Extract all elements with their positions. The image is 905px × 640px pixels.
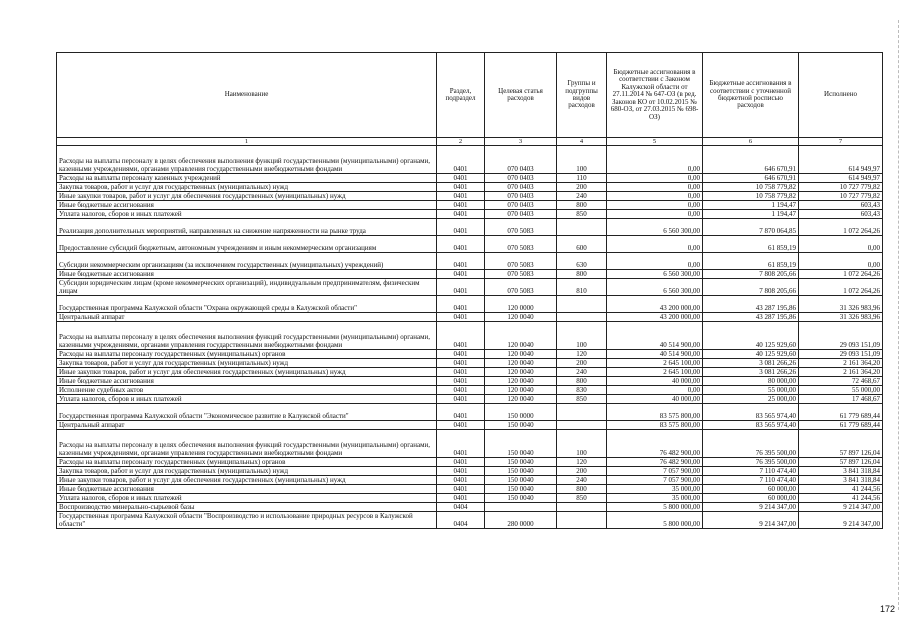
col-number: 3	[485, 138, 557, 146]
cell-name: Воспроизводство минерально-сырьевой базы	[57, 503, 437, 512]
cell-group: 800	[557, 377, 607, 386]
table-row	[57, 210, 883, 219]
page-edge-line	[897, 20, 899, 610]
cell-budget-list: 80 000,00	[703, 377, 799, 386]
cell-budget-law: 6 560 300,00	[607, 270, 703, 279]
cell-section: 0401	[437, 494, 485, 503]
cell-target: 150 0040	[485, 458, 557, 467]
cell-section: 0401	[437, 430, 485, 458]
cell-group: 800	[557, 485, 607, 494]
cell-budget-list: 10 758 779,82	[703, 192, 799, 201]
cell-group: 200	[557, 359, 607, 368]
table-row	[57, 485, 883, 494]
cell-group	[557, 512, 607, 529]
table-row	[57, 368, 883, 377]
cell-section: 0401	[437, 467, 485, 476]
cell-name: Субсидии юридическим лицам (кроме некоммерческих организаций), индивидуальным предпринимателям, физическим лицам	[57, 279, 437, 296]
cell-section: 0401	[437, 183, 485, 192]
cell-section: 0401	[437, 485, 485, 494]
col-number: 2	[437, 138, 485, 146]
cell-budget-list: 25 000,00	[703, 395, 799, 404]
cell-budget-list: 83 565 974,40	[703, 404, 799, 421]
cell-name: Предоставление субсидий бюджетным, автономным учреждениям и иным некоммерческим организациям	[57, 236, 437, 253]
cell-budget-law: 40 514 900,00	[607, 322, 703, 350]
cell-group: 100	[557, 322, 607, 350]
cell-section: 0401	[437, 404, 485, 421]
cell-group: 110	[557, 174, 607, 183]
cell-executed: 603,43	[799, 201, 883, 210]
cell-name: Государственная программа Калужской области "Экономическое развитие в Калужской области"	[57, 404, 437, 421]
cell-group: 120	[557, 458, 607, 467]
cell-target: 150 0040	[485, 485, 557, 494]
cell-name: Закупка товаров, работ и услуг для государственных (муниципальных) нужд	[57, 183, 437, 192]
cell-executed: 0,00	[799, 236, 883, 253]
cell-budget-law: 0,00	[607, 192, 703, 201]
col-header-groups: Группы и подгруппы видов расходов	[557, 53, 607, 138]
cell-executed: 41 244,56	[799, 494, 883, 503]
col-header-name: Наименование	[57, 53, 437, 138]
cell-section: 0401	[437, 201, 485, 210]
table-row	[57, 146, 883, 174]
cell-target: 280 0000	[485, 512, 557, 529]
cell-budget-list: 61 859,19	[703, 236, 799, 253]
cell-budget-list: 646 670,91	[703, 146, 799, 174]
cell-name: Центральный аппарат	[57, 421, 437, 430]
cell-section: 0401	[437, 313, 485, 322]
cell-group: 200	[557, 467, 607, 476]
col-number: 7	[799, 138, 883, 146]
cell-name: Расходы на выплаты персоналу в целях обеспечения выполнения функций государственными (муниципальными) органами, казенными учреждениями, органами управления государственными внебюджетными фондами	[57, 430, 437, 458]
cell-budget-law: 0,00	[607, 183, 703, 192]
cell-executed: 31 326 983,96	[799, 296, 883, 313]
cell-section: 0401	[437, 210, 485, 219]
table-row	[57, 201, 883, 210]
cell-budget-law: 0,00	[607, 236, 703, 253]
cell-budget-law: 5 800 000,00	[607, 512, 703, 529]
col-header-budget-law: Бюджетные ассигнования в соответствии с Законом Калужской области от 27.11.2014 № 647-ОЗ (в ред. Законов КО от 10.02.2015 № 680-ОЗ, от 27.03.2015 № 698-ОЗ)	[607, 53, 703, 138]
cell-budget-law: 2 645 100,00	[607, 359, 703, 368]
cell-executed: 1 072 264,26	[799, 270, 883, 279]
cell-budget-list: 10 758 779,82	[703, 183, 799, 192]
cell-name: Государственная программа Калужской области "Охрана окружающей среды в Калужской области"	[57, 296, 437, 313]
table-row	[57, 503, 883, 512]
cell-budget-list: 9 214 347,00	[703, 503, 799, 512]
cell-group: 240	[557, 192, 607, 201]
cell-target: 120 0040	[485, 377, 557, 386]
cell-executed: 29 093 151,09	[799, 322, 883, 350]
cell-section: 0401	[437, 192, 485, 201]
cell-group: 200	[557, 183, 607, 192]
column-number-row	[57, 138, 883, 146]
cell-group: 100	[557, 146, 607, 174]
cell-budget-list: 60 000,00	[703, 494, 799, 503]
cell-budget-law: 0,00	[607, 253, 703, 270]
cell-executed: 9 214 347,00	[799, 503, 883, 512]
cell-section: 0401	[437, 395, 485, 404]
cell-name: Исполнение судебных актов	[57, 386, 437, 395]
table-row	[57, 377, 883, 386]
cell-budget-list: 7 110 474,40	[703, 467, 799, 476]
table-row	[57, 313, 883, 322]
cell-target: 070 0403	[485, 174, 557, 183]
cell-target: 120 0040	[485, 322, 557, 350]
cell-budget-law: 83 575 800,00	[607, 404, 703, 421]
cell-group: 240	[557, 476, 607, 485]
table-row	[57, 395, 883, 404]
cell-section: 0401	[437, 270, 485, 279]
cell-budget-list: 40 125 929,60	[703, 322, 799, 350]
cell-name: Расходы на выплаты персоналу государственных (муниципальных) органов	[57, 458, 437, 467]
cell-budget-list: 646 670,91	[703, 174, 799, 183]
table-row	[57, 386, 883, 395]
cell-group	[557, 404, 607, 421]
cell-budget-list: 43 287 195,86	[703, 313, 799, 322]
table-row	[57, 421, 883, 430]
cell-section: 0401	[437, 476, 485, 485]
cell-budget-law: 7 057 900,00	[607, 476, 703, 485]
cell-target: 120 0040	[485, 368, 557, 377]
table-row	[57, 192, 883, 201]
budget-table-sheet	[56, 52, 882, 529]
cell-name: Уплата налогов, сборов и иных платежей	[57, 395, 437, 404]
cell-budget-law: 35 000,00	[607, 494, 703, 503]
cell-budget-law: 0,00	[607, 146, 703, 174]
cell-budget-law: 0,00	[607, 174, 703, 183]
cell-budget-list: 3 081 266,26	[703, 359, 799, 368]
cell-target: 070 0403	[485, 192, 557, 201]
cell-target: 070 5083	[485, 270, 557, 279]
cell-executed: 3 841 318,84	[799, 467, 883, 476]
cell-budget-list: 7 808 205,66	[703, 279, 799, 296]
cell-group: 100	[557, 430, 607, 458]
cell-executed: 72 468,67	[799, 377, 883, 386]
header-row	[57, 53, 883, 138]
cell-section: 0401	[437, 146, 485, 174]
table-row	[57, 512, 883, 529]
cell-budget-law: 76 482 900,00	[607, 458, 703, 467]
cell-target: 150 0040	[485, 476, 557, 485]
table-row	[57, 253, 883, 270]
cell-target: 150 0000	[485, 404, 557, 421]
cell-budget-law: 5 800 000,00	[607, 503, 703, 512]
cell-executed: 29 093 151,09	[799, 350, 883, 359]
table-row	[57, 270, 883, 279]
col-number: 5	[607, 138, 703, 146]
cell-name: Центральный аппарат	[57, 313, 437, 322]
cell-target: 150 0040	[485, 467, 557, 476]
table-row	[57, 219, 883, 236]
cell-budget-law: 35 000,00	[607, 485, 703, 494]
cell-group	[557, 503, 607, 512]
cell-budget-law: 7 057 900,00	[607, 467, 703, 476]
cell-target: 120 0040	[485, 395, 557, 404]
cell-budget-list: 3 081 266,26	[703, 368, 799, 377]
table-row	[57, 279, 883, 296]
cell-executed: 10 727 779,82	[799, 192, 883, 201]
cell-section: 0401	[437, 386, 485, 395]
table-row	[57, 322, 883, 350]
cell-section: 0401	[437, 219, 485, 236]
cell-name: Иные закупки товаров, работ и услуг для обеспечения государственных (муниципальных) нужд	[57, 368, 437, 377]
col-number: 4	[557, 138, 607, 146]
cell-name: Иные закупки товаров, работ и услуг для обеспечения государственных (муниципальных) нужд	[57, 476, 437, 485]
cell-executed: 61 779 689,44	[799, 404, 883, 421]
cell-target: 070 0403	[485, 183, 557, 192]
cell-executed: 57 897 126,04	[799, 458, 883, 467]
col-header-executed: Исполнено	[799, 53, 883, 138]
cell-name: Иные бюджетные ассигнования	[57, 270, 437, 279]
table-row	[57, 458, 883, 467]
cell-group: 600	[557, 236, 607, 253]
table-body	[57, 146, 883, 529]
cell-budget-law: 6 560 300,00	[607, 219, 703, 236]
cell-target: 070 5083	[485, 253, 557, 270]
cell-group: 630	[557, 253, 607, 270]
cell-section: 0401	[437, 279, 485, 296]
cell-target: 120 0040	[485, 359, 557, 368]
cell-budget-list: 7 110 474,40	[703, 476, 799, 485]
cell-name: Реализация дополнительных мероприятий, направленных на снижение напряженности на рынке труда	[57, 219, 437, 236]
cell-budget-law: 40 000,00	[607, 395, 703, 404]
cell-budget-list: 40 125 929,60	[703, 350, 799, 359]
cell-group: 800	[557, 270, 607, 279]
cell-name: Иные бюджетные ассигнования	[57, 377, 437, 386]
cell-executed: 55 000,00	[799, 386, 883, 395]
cell-group	[557, 219, 607, 236]
cell-section: 0401	[437, 174, 485, 183]
cell-executed: 10 727 779,82	[799, 183, 883, 192]
cell-name: Расходы на выплаты персоналу в целях обеспечения выполнения функций государственными (муниципальными) органами, казенными учреждениями, органами управления государственными внебюджетными фондами	[57, 322, 437, 350]
cell-budget-list: 60 000,00	[703, 485, 799, 494]
cell-executed: 17 468,67	[799, 395, 883, 404]
cell-budget-list: 61 859,19	[703, 253, 799, 270]
cell-target: 070 5083	[485, 236, 557, 253]
cell-name: Расходы на выплаты персоналу в целях обеспечения выполнения функций государственными (муниципальными) органами, казенными учреждениями, органами управления государственными внебюджетными фондами	[57, 146, 437, 174]
table-row	[57, 350, 883, 359]
budget-table	[56, 52, 883, 529]
cell-group: 850	[557, 210, 607, 219]
cell-budget-list: 1 194,47	[703, 201, 799, 210]
cell-executed: 9 214 347,00	[799, 512, 883, 529]
cell-section: 0401	[437, 458, 485, 467]
col-number: 6	[703, 138, 799, 146]
cell-executed: 0,00	[799, 253, 883, 270]
cell-target: 070 0403	[485, 201, 557, 210]
col-number: 1	[57, 138, 437, 146]
table-row	[57, 467, 883, 476]
cell-budget-law: 76 482 900,00	[607, 430, 703, 458]
cell-name: Расходы на выплаты персоналу казенных учреждений	[57, 174, 437, 183]
cell-section: 0401	[437, 359, 485, 368]
cell-executed: 2 161 364,20	[799, 359, 883, 368]
cell-name: Закупка товаров, работ и услуг для государственных (муниципальных) нужд	[57, 467, 437, 476]
cell-budget-list: 55 000,00	[703, 386, 799, 395]
cell-target: 120 0000	[485, 296, 557, 313]
cell-executed: 57 897 126,04	[799, 430, 883, 458]
cell-section: 0401	[437, 377, 485, 386]
cell-group	[557, 313, 607, 322]
cell-target: 070 5083	[485, 219, 557, 236]
cell-budget-list: 1 194,47	[703, 210, 799, 219]
col-header-target: Целевая статья расходов	[485, 53, 557, 138]
cell-budget-list: 7 870 064,85	[703, 219, 799, 236]
cell-name: Уплата налогов, сборов и иных платежей	[57, 494, 437, 503]
cell-group: 240	[557, 368, 607, 377]
cell-executed: 61 779 689,44	[799, 421, 883, 430]
cell-budget-law: 40 000,00	[607, 377, 703, 386]
table-row	[57, 494, 883, 503]
cell-budget-law: 6 560 300,00	[607, 279, 703, 296]
cell-target: 070 5083	[485, 279, 557, 296]
cell-budget-list: 7 808 205,66	[703, 270, 799, 279]
cell-name: Иные закупки товаров, работ и услуг для обеспечения государственных (муниципальных) нужд	[57, 192, 437, 201]
col-header-budget-list: Бюджетные ассигнования в соответствии с уточненной бюджетной росписью расходов	[703, 53, 799, 138]
cell-budget-law: 40 514 900,00	[607, 350, 703, 359]
cell-executed: 31 326 983,96	[799, 313, 883, 322]
cell-target: 070 0403	[485, 146, 557, 174]
cell-group: 830	[557, 386, 607, 395]
cell-executed: 3 841 318,84	[799, 476, 883, 485]
cell-budget-law: 83 575 800,00	[607, 421, 703, 430]
cell-executed: 1 072 264,26	[799, 279, 883, 296]
cell-target: 150 0040	[485, 430, 557, 458]
cell-executed: 1 072 264,26	[799, 219, 883, 236]
col-header-section: Раздел, подраздел	[437, 53, 485, 138]
cell-target: 150 0040	[485, 494, 557, 503]
cell-section: 0404	[437, 512, 485, 529]
table-row	[57, 296, 883, 313]
cell-group	[557, 421, 607, 430]
cell-name: Иные бюджетные ассигнования	[57, 485, 437, 494]
table-row	[57, 183, 883, 192]
cell-section: 0401	[437, 236, 485, 253]
cell-name: Уплата налогов, сборов и иных платежей	[57, 210, 437, 219]
cell-budget-law: 0,00	[607, 210, 703, 219]
cell-group: 850	[557, 494, 607, 503]
cell-name: Субсидии некоммерческим организациям (за исключением государственных (муниципальных) учреждений)	[57, 253, 437, 270]
cell-budget-law: 0,00	[607, 386, 703, 395]
cell-budget-law: 43 200 000,00	[607, 313, 703, 322]
cell-executed: 2 161 364,20	[799, 368, 883, 377]
cell-budget-list: 83 565 974,40	[703, 421, 799, 430]
cell-section: 0401	[437, 350, 485, 359]
cell-executed: 614 949,97	[799, 146, 883, 174]
cell-name: Закупка товаров, работ и услуг для государственных (муниципальных) нужд	[57, 359, 437, 368]
cell-target: 150 0040	[485, 421, 557, 430]
cell-budget-list: 43 287 195,86	[703, 296, 799, 313]
cell-budget-law: 2 645 100,00	[607, 368, 703, 377]
cell-section: 0401	[437, 253, 485, 270]
cell-budget-law: 0,00	[607, 201, 703, 210]
cell-section: 0401	[437, 368, 485, 377]
cell-group: 120	[557, 350, 607, 359]
cell-budget-list: 76 395 500,00	[703, 430, 799, 458]
cell-target: 120 0040	[485, 386, 557, 395]
cell-name: Расходы на выплаты персоналу государственных (муниципальных) органов	[57, 350, 437, 359]
cell-target: 120 0040	[485, 350, 557, 359]
cell-section: 0401	[437, 322, 485, 350]
cell-section: 0401	[437, 296, 485, 313]
table-row	[57, 476, 883, 485]
cell-group: 850	[557, 395, 607, 404]
cell-section: 0401	[437, 421, 485, 430]
page-number: 172	[879, 604, 895, 614]
table-row	[57, 430, 883, 458]
table-row	[57, 359, 883, 368]
cell-target: 070 0403	[485, 210, 557, 219]
cell-name: Иные бюджетные ассигнования	[57, 201, 437, 210]
cell-budget-list: 9 214 347,00	[703, 512, 799, 529]
cell-group: 800	[557, 201, 607, 210]
table-row	[57, 174, 883, 183]
cell-target	[485, 503, 557, 512]
cell-budget-law: 43 200 000,00	[607, 296, 703, 313]
cell-group	[557, 296, 607, 313]
cell-budget-list: 76 395 500,00	[703, 458, 799, 467]
table-row	[57, 404, 883, 421]
cell-executed: 603,43	[799, 210, 883, 219]
cell-target: 120 0040	[485, 313, 557, 322]
table-row	[57, 236, 883, 253]
cell-group: 810	[557, 279, 607, 296]
cell-section: 0404	[437, 503, 485, 512]
cell-name: Государственная программа Калужской области "Воспроизводство и использование природных ресурсов в Калужской области"	[57, 512, 437, 529]
cell-executed: 41 244,56	[799, 485, 883, 494]
cell-executed: 614 949,97	[799, 174, 883, 183]
